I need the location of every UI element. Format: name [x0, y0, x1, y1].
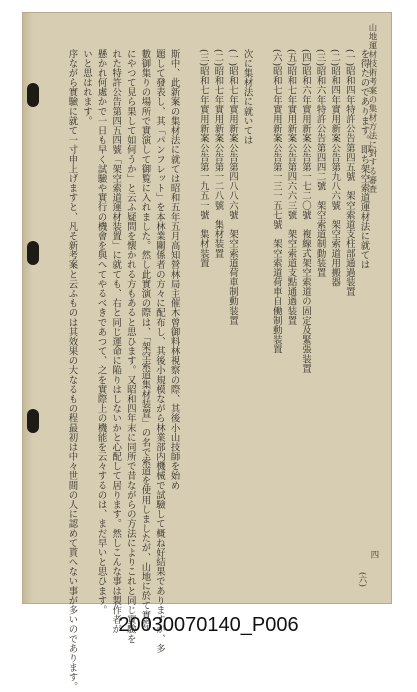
text-column: にやつて見ら果して如何うか」と云ふ疑問を懐かれる方もあると思ひます。又昭和四年末に同所で昔ながらの方法によりこれと同じ實驗を [124, 49, 136, 644]
running-header: 山地運材技術考案の集材方法に對する審査 [368, 23, 378, 194]
text-column: (三)昭和七年實用新案公告第一九五一號 集材装置 [197, 49, 209, 268]
page-number-paren: (六) [358, 572, 368, 587]
binding-hole [27, 409, 39, 433]
page-number-kanji: 四 [370, 550, 380, 559]
binding-hole [27, 241, 39, 265]
text-column: 次に集材法に就いては [241, 49, 253, 145]
text-column: (二)昭和四年實用新案公告第九八六號 架空索道用搬器 [329, 49, 341, 287]
text-column: (四)昭和六年實用新案公告第一七二〇號 複線式架空索道の固定及緊張装置 [300, 49, 311, 374]
text-column: を得たのであります。即ち架空索道運材法に就ては [358, 49, 370, 270]
text-column: (二)昭和七年實用新案公告第一二八號 集材装置 [212, 49, 224, 259]
text-column: 題して發表し、其「パンフレット」を本林業關係者の方々に配布し、其後小規模ながら林業部内機械で試驗して概ね好結果でありますが、多 [154, 49, 165, 654]
text-column: 懸かれ何處かで一日も早く試驗や實行の機會を與へてやるべきであつて、之を實際上の機能を云々するのは、まだ早いと思ひます。 [95, 49, 107, 615]
text-column: いと思はれます。 [81, 49, 92, 126]
binding-hole [27, 83, 39, 107]
text-column: れた特許公告第四五四號「架空索道運材装置」に就ても、右と同じ運命に陥りはしないかと心配して居ります。然しこんな事は製作者が [110, 49, 122, 634]
text-column: (三)昭和六年特許公告第四四二號 架空索道制動装置 [314, 49, 326, 278]
text-column: 數御集りの場所で實演して御覧に入れました。然し此實演の際は、「架空索道集材装置」の名で索道を使用しましたが、山地に於て實際 [139, 49, 151, 630]
text-column: (一)昭和四年特許公告第四五號 架空索道支柱部通過装置 [343, 49, 355, 297]
text-column: (六)昭和七年實用新案公告第一三一五七號 架空索道荷車自働制動装置 [270, 49, 282, 355]
text-column: (一)昭和七年實用新案公告第四八八六號 架空索道荷車制動装置 [227, 49, 238, 326]
text-column: 斯中、此新案の集材法に就ては昭和五年五月高知營林局主催木曾御料林視察の際、其後小山技師を始め [168, 49, 180, 491]
page-number [357, 550, 381, 587]
image-id-caption: 20030070140_P006 [118, 614, 299, 636]
text-column: 序ながら實驗に就て一寸申上げますと、凡そ新考案と云ふものは其效果の大なるもの程最初は中々世間の人に認めて貰へない事が多いのであります。 [66, 49, 78, 692]
text-column: (五)昭和七年實用新案公告第四六六三號 架空索道支點通過装置 [285, 49, 297, 326]
